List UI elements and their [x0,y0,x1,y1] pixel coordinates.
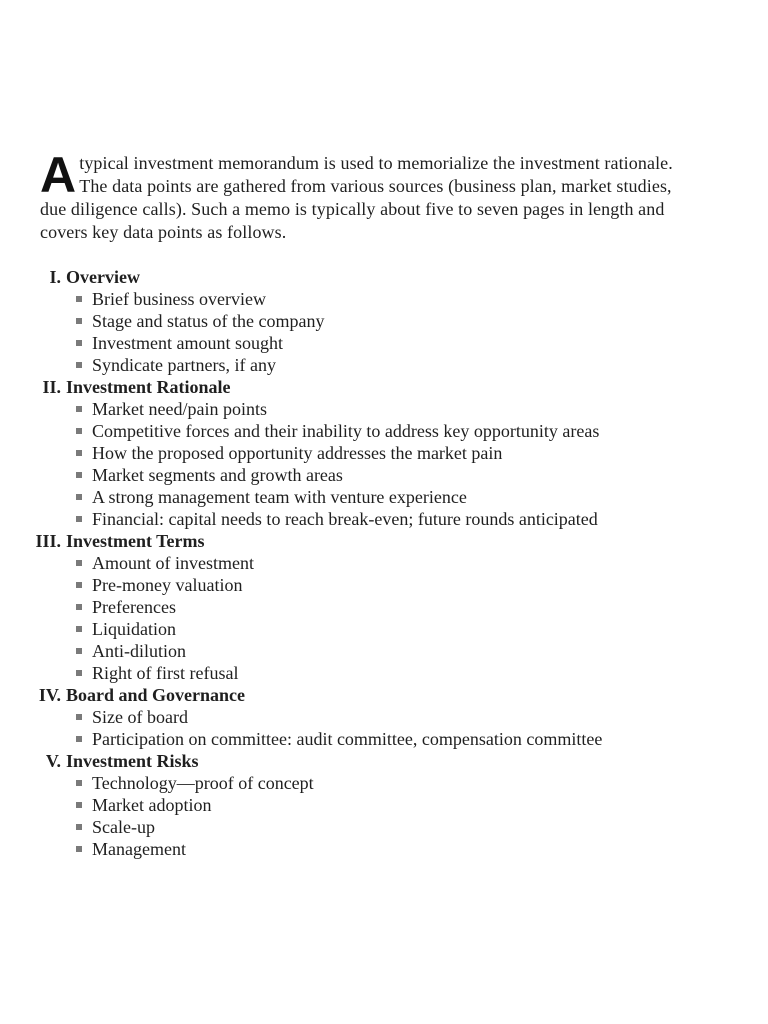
section-item-list [0,772,768,860]
section-heading [0,376,768,398]
square-bullet-icon [76,450,82,456]
list-item [0,816,674,838]
list-item [0,420,674,442]
square-bullet-icon [76,406,82,412]
list-item [0,596,674,618]
section-investment-rationale [0,376,768,530]
section-heading [0,266,768,288]
list-item [0,288,674,310]
list-item [0,640,674,662]
list-item [0,794,674,816]
square-bullet-icon [76,670,82,676]
list-item [0,332,674,354]
square-bullet-icon [76,714,82,720]
section-numeral: I. [49,267,61,287]
section-heading [0,530,768,552]
square-bullet-icon [76,648,82,654]
section-title: Board and Governance [66,685,246,705]
list-item [0,442,674,464]
section-item-list [0,552,768,684]
drop-cap: A [40,147,77,203]
list-item [0,838,674,860]
list-item-text: Liquidation [92,619,176,639]
square-bullet-icon [76,626,82,632]
intro-text: typical investment memorandum is used to memorialize the investment rationale. The data points are gathered from various sources (business plan, market studies, due diligence calls). Such a memo is typically about five to seven pages in length and covers key data points as follows. [40,153,673,242]
list-item-text: Size of board [92,707,188,727]
list-item [0,464,674,486]
section-item-list [0,398,768,530]
section-title: Investment Terms [66,531,205,551]
list-item-text: Pre-money valuation [92,575,243,595]
square-bullet-icon [76,604,82,610]
list-item [0,574,674,596]
list-item-text: Amount of investment [92,553,254,573]
square-bullet-icon [76,802,82,808]
list-item [0,508,674,530]
list-item-text: Preferences [92,597,176,617]
list-item-text: Competitive forces and their inability to address key opportunity areas [92,421,600,441]
list-item [0,486,674,508]
section-numeral: V. [45,751,61,771]
list-item-text: Scale-up [92,817,155,837]
list-item-text: Stage and status of the company [92,311,325,331]
list-item-text: Market need/pain points [92,399,267,419]
list-item-text: Market adoption [92,795,212,815]
list-item [0,662,674,684]
list-item-text: Market segments and growth areas [92,465,343,485]
list-item-text: Management [92,839,186,859]
square-bullet-icon [76,824,82,830]
square-bullet-icon [76,318,82,324]
square-bullet-icon [76,494,82,500]
section-title: Investment Rationale [66,377,231,397]
list-item [0,310,674,332]
list-item-text: A strong management team with venture experience [92,487,467,507]
section-investment-risks [0,750,768,860]
list-item-text: Financial: capital needs to reach break-even; future rounds anticipated [92,509,598,529]
section-overview [0,266,768,376]
section-title: Investment Risks [66,751,199,771]
section-item-list [0,706,768,750]
list-item-text: Participation on committee: audit committee, compensation committee [92,729,603,749]
list-item [0,552,674,574]
list-item-text: Investment amount sought [92,333,283,353]
square-bullet-icon [76,472,82,478]
square-bullet-icon [76,780,82,786]
list-item [0,772,674,794]
intro-paragraph [40,147,674,244]
list-item-text: Anti-dilution [92,641,186,661]
section-board-and-governance [0,684,768,750]
section-heading [0,684,768,706]
list-item [0,398,674,420]
section-heading [0,750,768,772]
list-item [0,728,674,750]
section-title: Overview [66,267,140,287]
list-item-text: Brief business overview [92,289,266,309]
section-numeral: III. [35,531,61,551]
square-bullet-icon [76,582,82,588]
list-item [0,618,674,640]
square-bullet-icon [76,428,82,434]
memo-outline [0,266,768,860]
list-item-text: Technology—proof of concept [92,773,314,793]
square-bullet-icon [76,736,82,742]
list-item [0,706,674,728]
square-bullet-icon [76,846,82,852]
list-item-text: How the proposed opportunity addresses the market pain [92,443,503,463]
square-bullet-icon [76,516,82,522]
list-item-text: Syndicate partners, if any [92,355,276,375]
list-item [0,354,674,376]
square-bullet-icon [76,340,82,346]
section-numeral: IV. [38,685,61,705]
square-bullet-icon [76,560,82,566]
section-numeral: II. [42,377,61,397]
section-investment-terms [0,530,768,684]
list-item-text: Right of first refusal [92,663,239,683]
square-bullet-icon [76,362,82,368]
square-bullet-icon [76,296,82,302]
section-item-list [0,288,768,376]
